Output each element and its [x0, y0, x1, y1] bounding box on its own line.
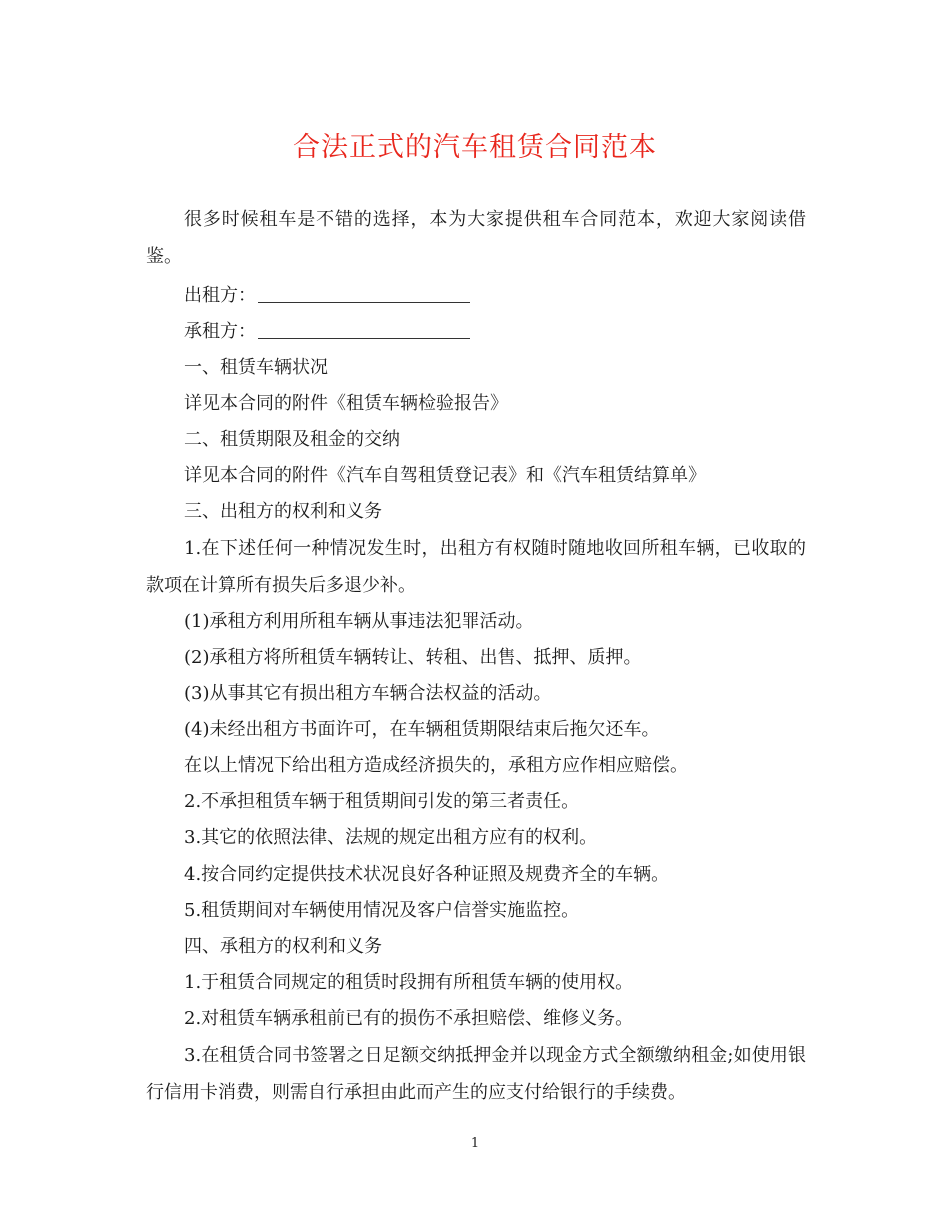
lessor-line [146, 278, 806, 315]
section-3-sub-4: (4)未经出租方书面许可，在车辆租赁期限结束后拖欠还车。 [184, 719, 660, 740]
section-3-item-3: 3.其它的依照法律、法规的规定出租方应有的权利。 [184, 827, 598, 848]
section-3-sub-3: (3)从事其它有损出租方车辆合法权益的活动。 [184, 683, 552, 704]
section-4-item-3: 3.在租赁合同书签署之日足额交纳抵押金并以现金方式全额缴纳租金;如使用银行信用卡消费，则需自行承担由此而产生的应支付给银行的手续费。 [146, 1045, 806, 1103]
section-2-text: 详见本合同的附件《汽车自驾租赁登记表》和《汽车租赁结算单》 [184, 465, 706, 486]
section-3-item-4: 4.按合同约定提供技术状况良好各种证照及规费齐全的车辆。 [184, 864, 670, 885]
section-3-note: 在以上情况下给出租方造成经济损失的，承租方应作相应赔偿。 [184, 755, 688, 776]
lessor-blank [258, 284, 470, 303]
section-1-heading: 一、租赁车辆状况 [184, 357, 328, 378]
section-2-heading: 二、租赁期限及租金的交纳 [184, 429, 400, 450]
section-4-item-1: 1.于租赁合同规定的租赁时段拥有所租赁车辆的使用权。 [184, 972, 634, 993]
document-title: 合法正式的汽车租赁合同范本 [293, 132, 657, 163]
section-3-sub-1: (1)承租方利用所租车辆从事违法犯罪活动。 [184, 611, 534, 632]
lessor-label: 出租方： [184, 285, 256, 306]
section-4-item-2: 2.对租赁车辆承租前已有的损伤不承担赔偿、维修义务。 [184, 1008, 634, 1029]
lessee-blank [258, 320, 470, 339]
section-3-item-5: 5.租赁期间对车辆使用情况及客户信誉实施监控。 [184, 900, 580, 921]
lessee-label: 承租方： [184, 321, 256, 342]
section-3-sub-2: (2)承租方将所租赁车辆转让、转租、出售、抵押、质押。 [184, 647, 642, 668]
section-4-heading: 四、承租方的权利和义务 [184, 936, 382, 957]
page-number: 1 [470, 1136, 480, 1151]
section-3-item-1: 1.在下述任何一种情况发生时，出租方有权随时随地收回所租车辆，已收取的款项在计算所有损失后多退少补。 [146, 538, 806, 596]
intro-paragraph: 很多时候租车是不错的选择，本为大家提供租车合同范本，欢迎大家阅读借鉴。 [146, 209, 806, 267]
section-3-heading: 三、出租方的权利和义务 [184, 501, 382, 522]
lessee-line [146, 314, 806, 351]
section-1-text: 详见本合同的附件《租赁车辆检验报告》 [184, 393, 508, 414]
section-3-item-2: 2.不承担租赁车辆于租赁期间引发的第三者责任。 [184, 791, 580, 812]
